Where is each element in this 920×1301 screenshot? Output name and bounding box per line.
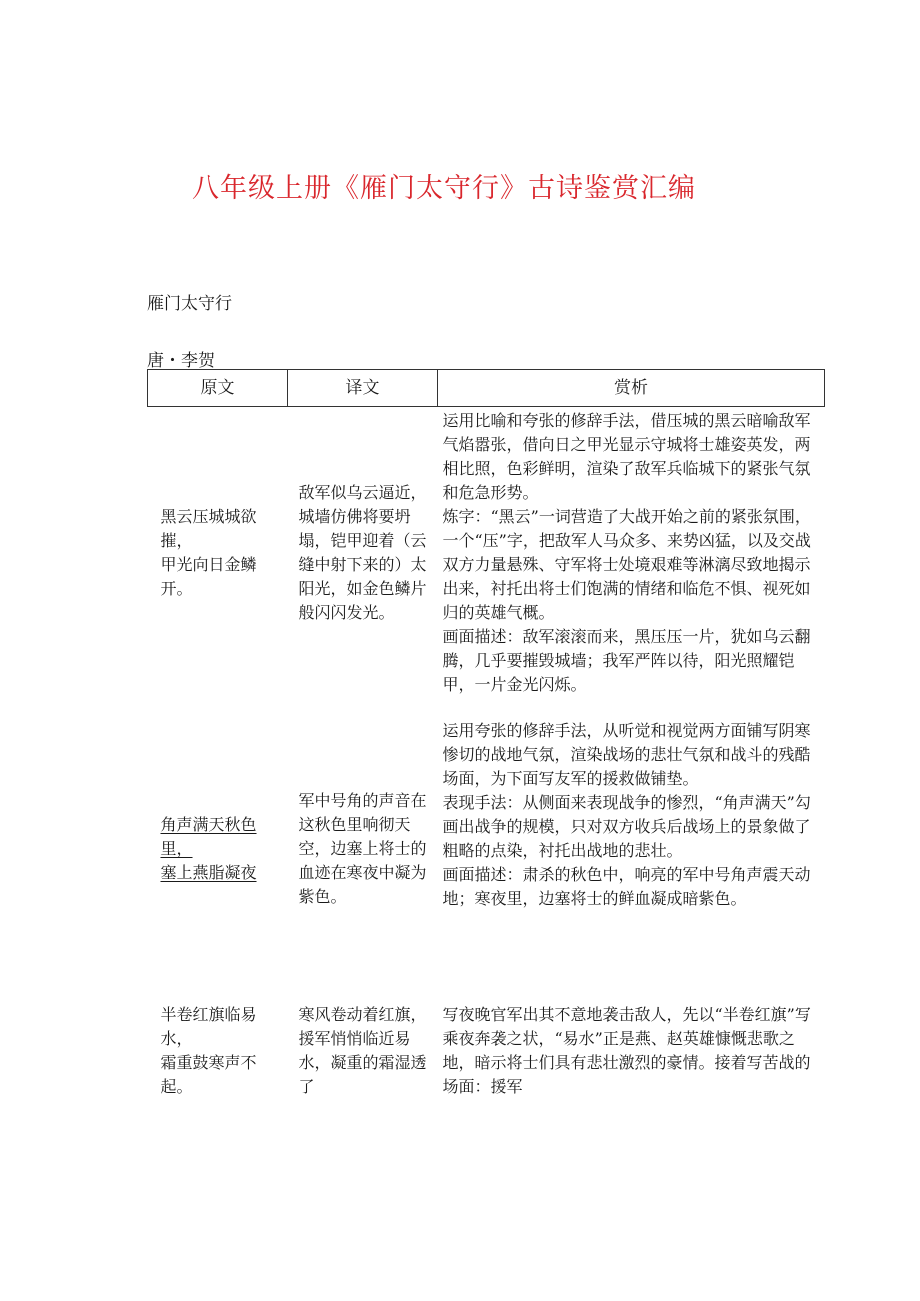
appreciation-paragraph: 运用比喻和夸张的修辞手法，借压城的黑云暗喻敌军气焰嚣张，借向日之甲光显示守城将士雄姿英发，两相比照，色彩鲜明，渲染了敌军兵临城下的紧张气氛和危急形势。 <box>442 411 811 502</box>
appreciation-paragraph: 写夜晚官军出其不意地袭击敌人，先以“半卷红旗”写乘夜奔袭之状，“易水”正是燕、赵英雄慷慨悲歌之地，暗示将士们具有悲壮激烈的豪情。接着写苦战的场面：援军 <box>442 1005 811 1096</box>
appreciation-paragraph: 运用夸张的修辞手法，从听觉和视觉两方面铺写阴寒惨切的战地气氛，渲染战场的悲壮气氛和战斗的残酷场面，为下面写友军的援救做铺垫。 <box>442 721 811 788</box>
table-row <box>148 407 825 700</box>
table-row <box>148 999 825 1099</box>
poem-analysis-table <box>147 369 825 1099</box>
original-line: 霜重鼓寒声不起。 <box>160 1053 257 1096</box>
appreciation-cell <box>438 407 825 700</box>
original-line: 甲光向日金鳞开。 <box>160 555 257 598</box>
header-translation: 译文 <box>288 370 438 407</box>
appreciation-paragraph: 画面描述：肃杀的秋色中，响亮的军中号角声震天动地；寒夜里，边塞将士的鲜血凝成暗紫色。 <box>442 865 811 908</box>
original-line: 塞上燕脂凝夜 <box>160 863 257 882</box>
original-line: 角声满天秋色里， <box>160 815 257 858</box>
original-text-cell <box>148 407 288 700</box>
appreciation-paragraph: 表现手法：从侧面来表现战争的惨烈，“角声满天”勾画出战争的规模，只对双方收兵后战场上的景象做了粗略的点染，衬托出战地的悲壮。 <box>442 793 811 860</box>
header-appreciation: 赏析 <box>438 370 825 407</box>
original-text-cell <box>148 699 288 999</box>
poem-author: 唐・李贺 <box>147 351 215 371</box>
appreciation-cell <box>438 999 825 1099</box>
translation-cell: 敌军似乌云逼近，城墙仿佛将要坍塌，铠甲迎着（云缝中射下来的）太阳光，如金色鳞片般闪闪发光。 <box>298 483 427 622</box>
appreciation-cell <box>438 699 825 999</box>
header-original: 原文 <box>148 370 288 407</box>
appreciation-paragraph: 画面描述：敌军滚滚而来，黑压压一片，犹如乌云翻腾，几乎要摧毁城墙；我军严阵以待，阳光照耀铠甲，一片金光闪烁。 <box>442 627 811 694</box>
poem-title: 雁门太守行 <box>147 294 232 314</box>
original-text-cell <box>148 999 288 1099</box>
document-title: 八年级上册《雁门太守行》古诗鉴赏汇编 <box>192 173 696 204</box>
table-row <box>148 699 825 999</box>
appreciation-paragraph: 炼字：“黑云”一词营造了大战开始之前的紧张氛围，一个“压”字，把敌军人马众多、来势凶猛，以及交战双方力量悬殊、守军将士处境艰难等淋漓尽致地揭示出来，衬托出将士们饱满的情绪和临危不惧、视死如归的英雄气概。 <box>442 507 811 622</box>
translation-cell: 军中号角的声音在这秋色里响彻天空，边塞上将士的血迹在寒夜中凝为紫色。 <box>298 791 427 906</box>
translation-cell: 寒风卷动着红旗，援军悄悄临近易水，凝重的霜湿透了 <box>298 1005 427 1096</box>
original-line: 半卷红旗临易水， <box>160 1005 257 1048</box>
table-header-row <box>148 370 825 407</box>
original-line: 黑云压城城欲摧， <box>160 507 257 550</box>
